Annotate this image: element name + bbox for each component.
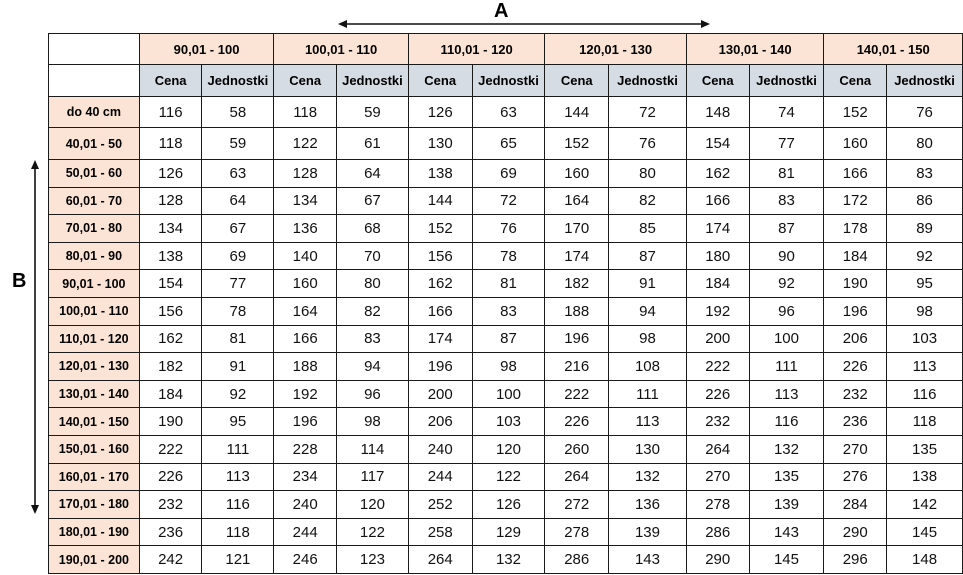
- price-cell: 122: [274, 128, 337, 160]
- units-cell: 83: [887, 160, 963, 188]
- units-cell: 116: [749, 408, 824, 436]
- row-range-label: 140,01 - 150: [49, 408, 140, 436]
- price-cell: 286: [545, 546, 609, 574]
- units-cell: 122: [472, 463, 545, 491]
- row-range-label: 120,01 - 130: [49, 353, 140, 381]
- units-cell: 94: [337, 353, 409, 381]
- units-cell: 111: [202, 435, 274, 463]
- price-cell: 128: [139, 187, 202, 215]
- units-cell: 87: [749, 215, 824, 243]
- price-cell: 172: [824, 187, 887, 215]
- units-cell: 118: [202, 518, 274, 546]
- row-range-label: 160,01 - 170: [49, 463, 140, 491]
- row-range-label: 60,01 - 70: [49, 187, 140, 215]
- units-cell: 81: [749, 160, 824, 188]
- row-range-label: 180,01 - 190: [49, 518, 140, 546]
- units-cell: 117: [337, 463, 409, 491]
- units-cell: 135: [887, 435, 963, 463]
- row-range-label: 190,01 - 200: [49, 546, 140, 574]
- price-subheader: Cena: [408, 65, 472, 97]
- price-cell: 184: [139, 380, 202, 408]
- price-cell: 272: [545, 491, 609, 519]
- units-cell: 76: [887, 97, 963, 128]
- units-cell: 81: [202, 325, 274, 353]
- price-cell: 118: [139, 128, 202, 160]
- table-row: [49, 353, 963, 381]
- price-cell: 152: [824, 97, 887, 128]
- units-cell: 98: [887, 297, 963, 325]
- price-subheader: Cena: [824, 65, 887, 97]
- price-subheader: Cena: [545, 65, 609, 97]
- table-row: [49, 97, 963, 128]
- units-cell: 122: [337, 518, 409, 546]
- price-cell: 270: [824, 435, 887, 463]
- row-range-label: 70,01 - 80: [49, 215, 140, 243]
- units-subheader: Jednostki: [749, 65, 824, 97]
- units-cell: 113: [887, 353, 963, 381]
- price-cell: 190: [824, 270, 887, 298]
- price-cell: 232: [686, 408, 749, 436]
- units-cell: 78: [202, 297, 274, 325]
- units-subheader: Jednostki: [337, 65, 409, 97]
- range-header-row: [49, 34, 963, 65]
- price-cell: 190: [139, 408, 202, 436]
- units-cell: 96: [749, 297, 824, 325]
- price-cell: 196: [824, 297, 887, 325]
- price-cell: 236: [824, 408, 887, 436]
- price-cell: 170: [545, 215, 609, 243]
- price-cell: 264: [545, 463, 609, 491]
- price-cell: 188: [545, 297, 609, 325]
- row-range-label: 40,01 - 50: [49, 128, 140, 160]
- price-cell: 162: [408, 270, 472, 298]
- units-cell: 58: [202, 97, 274, 128]
- units-cell: 69: [472, 160, 545, 188]
- price-cell: 174: [408, 325, 472, 353]
- units-cell: 129: [472, 518, 545, 546]
- units-cell: 113: [749, 380, 824, 408]
- units-cell: 116: [202, 491, 274, 519]
- price-cell: 162: [139, 325, 202, 353]
- units-cell: 78: [472, 242, 545, 270]
- price-cell: 116: [139, 97, 202, 128]
- table-row: [49, 408, 963, 436]
- units-cell: 95: [887, 270, 963, 298]
- units-cell: 64: [202, 187, 274, 215]
- column-range-header: 140,01 - 150: [824, 34, 963, 65]
- price-cell: 160: [545, 160, 609, 188]
- price-cell: 160: [274, 270, 337, 298]
- units-cell: 118: [887, 408, 963, 436]
- price-cell: 174: [686, 215, 749, 243]
- price-cell: 192: [274, 380, 337, 408]
- units-cell: 81: [472, 270, 545, 298]
- table-row: [49, 297, 963, 325]
- price-cell: 278: [545, 518, 609, 546]
- units-cell: 64: [337, 160, 409, 188]
- price-cell: 290: [686, 546, 749, 574]
- price-cell: 228: [274, 435, 337, 463]
- price-cell: 134: [139, 215, 202, 243]
- units-cell: 59: [337, 97, 409, 128]
- units-cell: 74: [749, 97, 824, 128]
- price-cell: 216: [545, 353, 609, 381]
- column-range-header: 100,01 - 110: [274, 34, 409, 65]
- corner-cell: [49, 34, 140, 65]
- units-cell: 143: [749, 518, 824, 546]
- price-cell: 206: [408, 408, 472, 436]
- units-cell: 126: [472, 491, 545, 519]
- units-cell: 76: [472, 215, 545, 243]
- price-cell: 240: [408, 435, 472, 463]
- units-cell: 68: [337, 215, 409, 243]
- price-cell: 196: [408, 353, 472, 381]
- row-range-label: 150,01 - 160: [49, 435, 140, 463]
- price-cell: 226: [139, 463, 202, 491]
- units-cell: 67: [202, 215, 274, 243]
- price-cell: 174: [545, 242, 609, 270]
- units-cell: 98: [472, 353, 545, 381]
- price-cell: 166: [408, 297, 472, 325]
- price-cell: 154: [686, 128, 749, 160]
- units-cell: 113: [609, 408, 687, 436]
- units-cell: 114: [337, 435, 409, 463]
- row-range-label: 130,01 - 140: [49, 380, 140, 408]
- units-cell: 136: [609, 491, 687, 519]
- vertical-double-arrow-icon: [28, 160, 42, 514]
- units-cell: 111: [749, 353, 824, 381]
- price-cell: 226: [686, 380, 749, 408]
- table-row: [49, 546, 963, 574]
- units-cell: 132: [609, 463, 687, 491]
- price-cell: 286: [686, 518, 749, 546]
- units-cell: 63: [472, 97, 545, 128]
- price-cell: 160: [824, 128, 887, 160]
- price-cell: 118: [274, 97, 337, 128]
- units-cell: 91: [202, 353, 274, 381]
- corner-cell: [49, 65, 140, 97]
- units-cell: 87: [472, 325, 545, 353]
- price-cell: 128: [274, 160, 337, 188]
- price-cell: 290: [824, 518, 887, 546]
- units-cell: 72: [609, 97, 687, 128]
- price-cell: 162: [686, 160, 749, 188]
- price-cell: 264: [686, 435, 749, 463]
- axis-b-label: B: [12, 270, 27, 292]
- table-row: [49, 270, 963, 298]
- table-row: [49, 463, 963, 491]
- units-cell: 83: [472, 297, 545, 325]
- units-cell: 113: [202, 463, 274, 491]
- units-cell: 65: [472, 128, 545, 160]
- units-cell: 100: [749, 325, 824, 353]
- table-body: [49, 97, 963, 574]
- units-cell: 120: [337, 491, 409, 519]
- table-row: [49, 435, 963, 463]
- units-cell: 59: [202, 128, 274, 160]
- units-cell: 121: [202, 546, 274, 574]
- units-cell: 92: [887, 242, 963, 270]
- price-cell: 222: [545, 380, 609, 408]
- price-cell: 156: [408, 242, 472, 270]
- price-cell: 154: [139, 270, 202, 298]
- price-cell: 192: [686, 297, 749, 325]
- row-range-label: 170,01 - 180: [49, 491, 140, 519]
- price-cell: 276: [824, 463, 887, 491]
- price-cell: 252: [408, 491, 472, 519]
- price-cell: 182: [545, 270, 609, 298]
- units-subheader: Jednostki: [202, 65, 274, 97]
- price-cell: 130: [408, 128, 472, 160]
- units-cell: 87: [609, 242, 687, 270]
- price-cell: 188: [274, 353, 337, 381]
- units-cell: 145: [749, 546, 824, 574]
- table-row: [49, 380, 963, 408]
- row-range-label: 110,01 - 120: [49, 325, 140, 353]
- column-range-header: 90,01 - 100: [139, 34, 274, 65]
- price-cell: 226: [545, 408, 609, 436]
- units-cell: 123: [337, 546, 409, 574]
- units-cell: 139: [749, 491, 824, 519]
- units-cell: 142: [887, 491, 963, 519]
- units-cell: 135: [749, 463, 824, 491]
- price-cell: 232: [139, 491, 202, 519]
- price-cell: 240: [274, 491, 337, 519]
- price-cell: 206: [824, 325, 887, 353]
- axis-a-label: A: [494, 0, 509, 22]
- units-cell: 132: [472, 546, 545, 574]
- price-cell: 234: [274, 463, 337, 491]
- units-cell: 69: [202, 242, 274, 270]
- price-cell: 166: [274, 325, 337, 353]
- units-cell: 63: [202, 160, 274, 188]
- table-row: [49, 128, 963, 160]
- row-range-label: 90,01 - 100: [49, 270, 140, 298]
- table-row: [49, 325, 963, 353]
- units-cell: 89: [887, 215, 963, 243]
- price-cell: 134: [274, 187, 337, 215]
- price-cell: 166: [824, 160, 887, 188]
- price-cell: 138: [139, 242, 202, 270]
- units-cell: 143: [609, 546, 687, 574]
- units-cell: 148: [887, 546, 963, 574]
- units-cell: 83: [337, 325, 409, 353]
- table-row: [49, 160, 963, 188]
- units-cell: 80: [609, 160, 687, 188]
- units-cell: 90: [749, 242, 824, 270]
- units-cell: 98: [337, 408, 409, 436]
- units-cell: 111: [609, 380, 687, 408]
- price-cell: 278: [686, 491, 749, 519]
- price-cell: 136: [274, 215, 337, 243]
- units-cell: 130: [609, 435, 687, 463]
- price-cell: 152: [408, 215, 472, 243]
- column-range-header: 130,01 - 140: [686, 34, 824, 65]
- units-cell: 76: [609, 128, 687, 160]
- price-cell: 200: [686, 325, 749, 353]
- horizontal-double-arrow-icon: [338, 17, 710, 31]
- price-cell: 258: [408, 518, 472, 546]
- table-row: [49, 242, 963, 270]
- price-cell: 178: [824, 215, 887, 243]
- price-cell: 222: [686, 353, 749, 381]
- price-cell: 200: [408, 380, 472, 408]
- units-cell: 96: [337, 380, 409, 408]
- price-cell: 138: [408, 160, 472, 188]
- table-row: [49, 215, 963, 243]
- units-cell: 85: [609, 215, 687, 243]
- price-cell: 226: [824, 353, 887, 381]
- price-cell: 232: [824, 380, 887, 408]
- price-cell: 126: [139, 160, 202, 188]
- units-cell: 77: [202, 270, 274, 298]
- column-range-header: 110,01 - 120: [408, 34, 545, 65]
- units-cell: 91: [609, 270, 687, 298]
- price-cell: 244: [408, 463, 472, 491]
- row-range-label: 80,01 - 90: [49, 242, 140, 270]
- units-cell: 94: [609, 297, 687, 325]
- price-cell: 184: [686, 270, 749, 298]
- units-cell: 61: [337, 128, 409, 160]
- units-subheader: Jednostki: [472, 65, 545, 97]
- table-row: [49, 518, 963, 546]
- units-cell: 92: [749, 270, 824, 298]
- row-range-label: 100,01 - 110: [49, 297, 140, 325]
- price-cell: 126: [408, 97, 472, 128]
- price-cell: 284: [824, 491, 887, 519]
- price-subheader: Cena: [686, 65, 749, 97]
- price-cell: 164: [274, 297, 337, 325]
- units-cell: 92: [202, 380, 274, 408]
- units-cell: 145: [887, 518, 963, 546]
- units-cell: 82: [609, 187, 687, 215]
- units-subheader: Jednostki: [887, 65, 963, 97]
- price-table: [48, 33, 963, 574]
- units-cell: 86: [887, 187, 963, 215]
- price-cell: 144: [545, 97, 609, 128]
- price-cell: 244: [274, 518, 337, 546]
- price-cell: 182: [139, 353, 202, 381]
- units-cell: 82: [337, 297, 409, 325]
- price-cell: 148: [686, 97, 749, 128]
- units-cell: 98: [609, 325, 687, 353]
- sub-header-row: [49, 65, 963, 97]
- units-cell: 77: [749, 128, 824, 160]
- units-cell: 72: [472, 187, 545, 215]
- units-cell: 80: [337, 270, 409, 298]
- table-row: [49, 187, 963, 215]
- column-range-header: 120,01 - 130: [545, 34, 686, 65]
- price-cell: 152: [545, 128, 609, 160]
- units-cell: 67: [337, 187, 409, 215]
- price-cell: 296: [824, 546, 887, 574]
- units-cell: 120: [472, 435, 545, 463]
- units-cell: 103: [472, 408, 545, 436]
- price-cell: 222: [139, 435, 202, 463]
- row-range-label: do 40 cm: [49, 97, 140, 128]
- price-cell: 156: [139, 297, 202, 325]
- price-subheader: Cena: [274, 65, 337, 97]
- units-cell: 108: [609, 353, 687, 381]
- price-cell: 242: [139, 546, 202, 574]
- price-cell: 164: [545, 187, 609, 215]
- units-cell: 95: [202, 408, 274, 436]
- price-cell: 140: [274, 242, 337, 270]
- price-cell: 196: [545, 325, 609, 353]
- units-subheader: Jednostki: [609, 65, 687, 97]
- price-cell: 184: [824, 242, 887, 270]
- units-cell: 132: [749, 435, 824, 463]
- price-cell: 166: [686, 187, 749, 215]
- price-cell: 144: [408, 187, 472, 215]
- units-cell: 116: [887, 380, 963, 408]
- units-cell: 103: [887, 325, 963, 353]
- price-cell: 196: [274, 408, 337, 436]
- units-cell: 100: [472, 380, 545, 408]
- units-cell: 83: [749, 187, 824, 215]
- units-cell: 70: [337, 242, 409, 270]
- price-cell: 246: [274, 546, 337, 574]
- units-cell: 138: [887, 463, 963, 491]
- price-cell: 270: [686, 463, 749, 491]
- units-cell: 139: [609, 518, 687, 546]
- units-cell: 80: [887, 128, 963, 160]
- price-subheader: Cena: [139, 65, 202, 97]
- price-cell: 264: [408, 546, 472, 574]
- row-range-label: 50,01 - 60: [49, 160, 140, 188]
- price-cell: 236: [139, 518, 202, 546]
- table-row: [49, 491, 963, 519]
- price-cell: 180: [686, 242, 749, 270]
- price-cell: 260: [545, 435, 609, 463]
